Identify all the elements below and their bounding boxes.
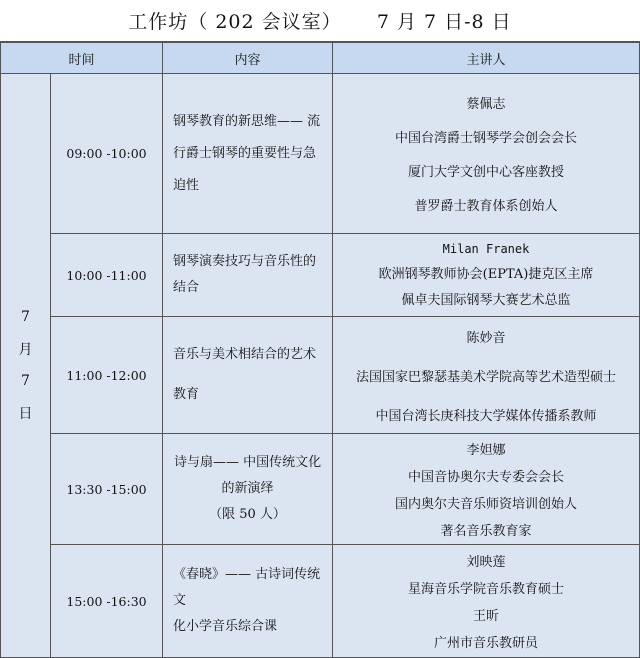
speaker-name: 刘映莲 — [466, 555, 506, 570]
speaker-title: 中国台湾长庚科技大学媒体传播系教师 — [375, 408, 597, 424]
column-header-content: 内容 — [163, 43, 333, 74]
topic-line: 教育 — [173, 387, 200, 402]
speaker-title: 佩卓夫国际钢琴大赛艺术总监 — [401, 293, 571, 308]
topic-cell — [163, 434, 333, 545]
speaker-name: 蔡佩志 — [466, 97, 506, 112]
date-char: 月 — [18, 341, 33, 358]
topic-line: 钢琴演奏技巧与音乐性的 — [173, 254, 317, 269]
column-header-speaker: 主讲人 — [333, 43, 640, 74]
table-row — [1, 74, 640, 234]
speaker-title: 中国音协奥尔夫专委会会长 — [408, 470, 565, 485]
table-row — [1, 434, 640, 545]
speaker-title: 中国台湾爵士钢琴学会创会会长 — [395, 131, 578, 146]
schedule-table — [0, 42, 640, 658]
speaker-name: 李妲娜 — [466, 443, 506, 458]
speaker-cell — [333, 545, 640, 658]
speaker-name: 陈妙音 — [466, 330, 506, 346]
topic-line: 的新演绎 — [221, 481, 274, 496]
speaker-name: 王昕 — [473, 609, 500, 624]
header-row — [1, 43, 640, 74]
date-char: 7 — [21, 372, 30, 389]
speaker-cell — [333, 317, 640, 434]
time-cell: 13:30 -15:00 — [51, 434, 163, 545]
column-header-time: 时间 — [1, 43, 163, 74]
time-cell: 10:00 -11:00 — [51, 234, 163, 317]
topic-line: 《春晓》—— 古诗词传统文 — [173, 567, 321, 608]
table-row — [1, 317, 640, 434]
speaker-cell — [333, 434, 640, 545]
time-cell: 15:00 -16:30 — [51, 545, 163, 658]
table-row — [1, 234, 640, 317]
topic-line: 音乐与美术相结合的艺术 — [173, 347, 317, 362]
topic-cell — [163, 545, 333, 658]
topic-line: 诗与扇—— 中国传统文化 — [173, 455, 322, 470]
date-char: 日 — [18, 405, 33, 422]
topic-line: 结合 — [173, 280, 200, 295]
topic-cell — [163, 317, 333, 434]
page-title: 工作坊（ 202 会议室） 7 月 7 日-8 日 — [0, 0, 640, 42]
speaker-cell — [333, 234, 640, 317]
speaker-name: Milan Franek — [442, 242, 530, 256]
topic-line: 化小学音乐综合课 — [173, 619, 278, 634]
speaker-title: 法国国家巴黎瑟基美术学院高等艺术造型硕士 — [356, 369, 617, 385]
speaker-title: 欧洲钢琴教师协会(EPTA)捷克区主席 — [378, 267, 594, 282]
speaker-title: 普罗爵士教育体系创始人 — [414, 199, 558, 214]
topic-cell — [163, 234, 333, 317]
time-cell: 11:00 -12:00 — [51, 317, 163, 434]
topic-line: （限 50 人） — [209, 507, 286, 522]
speaker-cell — [333, 74, 640, 234]
date-char: 7 — [21, 308, 30, 325]
topic-line: 行爵士钢琴的重要性与急 — [173, 145, 317, 161]
topic-cell — [163, 74, 333, 234]
speaker-title: 广州市音乐教研员 — [434, 636, 539, 651]
topic-line: 钢琴教育的新思维—— 流 — [173, 113, 321, 129]
time-cell: 09:00 -10:00 — [51, 74, 163, 234]
date-cell — [1, 74, 51, 658]
speaker-title: 国内奥尔夫音乐师资培训创始人 — [395, 497, 578, 512]
speaker-title: 著名音乐教育家 — [440, 524, 532, 539]
speaker-title: 星海音乐学院音乐教育硕士 — [408, 582, 565, 597]
topic-line: 迫性 — [173, 177, 200, 193]
speaker-title: 厦门大学文创中心客座教授 — [408, 165, 565, 180]
table-row — [1, 545, 640, 658]
